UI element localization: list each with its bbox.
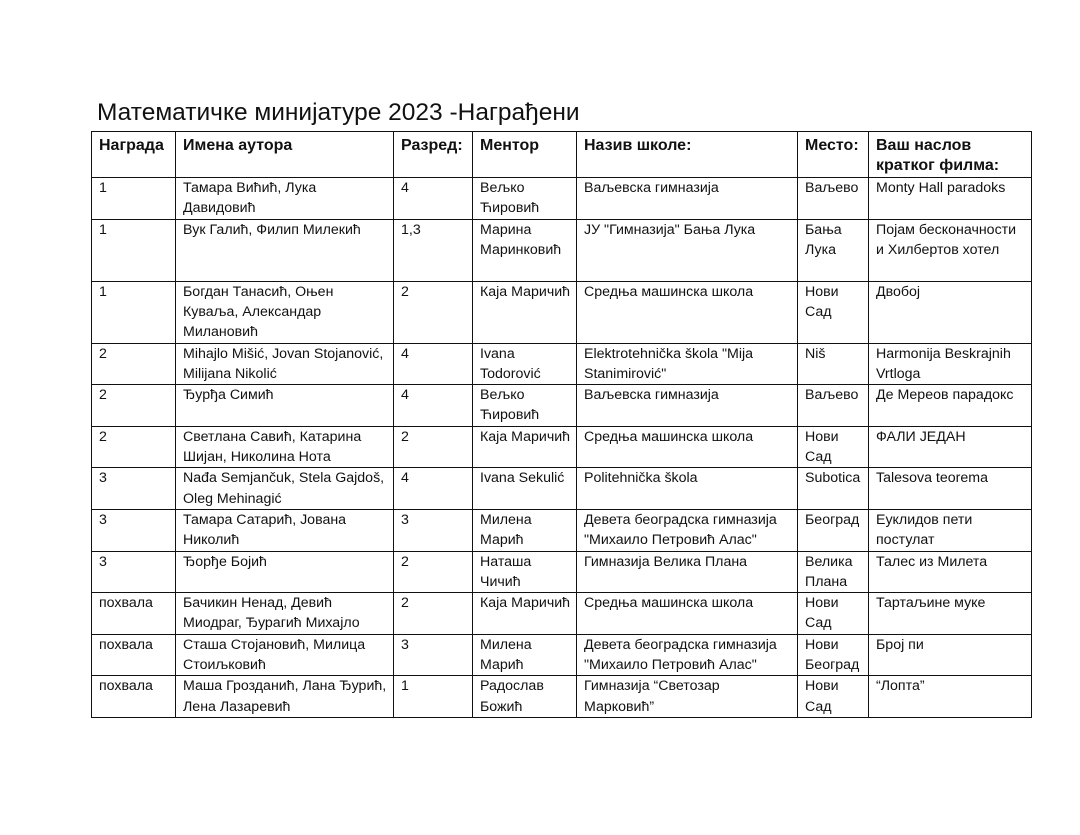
- cell-film: Број пи: [869, 634, 1032, 676]
- cell-place: Нови Сад: [798, 593, 869, 635]
- cell-authors: Бачикин Ненад, Девић Миодраг, Ђурагић Михајло: [176, 593, 394, 635]
- cell-place: Београд: [798, 509, 869, 551]
- document-title: Математичке минијатуре 2023 -Награђени: [97, 99, 580, 126]
- cell-film: Talesova teorema: [869, 468, 1032, 510]
- table-row: [92, 634, 1032, 676]
- cell-award: 2: [92, 343, 176, 385]
- cell-authors: Вук Галић, Филип Милекић: [176, 219, 394, 281]
- header-film: Ваш наслов кратког филма:: [869, 132, 1032, 178]
- cell-award: 3: [92, 551, 176, 593]
- cell-school: Politehnička škola: [577, 468, 798, 510]
- table-row: [92, 219, 1032, 281]
- cell-grade: 2: [394, 426, 473, 468]
- table-row: [92, 676, 1032, 718]
- cell-school: Средња машинска школа: [577, 593, 798, 635]
- cell-place: Ваљево: [798, 385, 869, 427]
- cell-mentor: Наташа Чичић: [473, 551, 577, 593]
- header-mentor: Ментор: [473, 132, 577, 178]
- cell-authors: Ђурђа Симић: [176, 385, 394, 427]
- cell-award: 1: [92, 178, 176, 220]
- cell-award: 1: [92, 219, 176, 281]
- cell-film: Појам бесконачности и Хилбертов хотел: [869, 219, 1032, 281]
- cell-school: Ваљевска гимназија: [577, 385, 798, 427]
- cell-film: Де Мереов парадокс: [869, 385, 1032, 427]
- cell-award: похвала: [92, 676, 176, 718]
- cell-place: Нови Сад: [798, 426, 869, 468]
- cell-award: 3: [92, 468, 176, 510]
- cell-film: Monty Hall paradoks: [869, 178, 1032, 220]
- cell-authors: Богдан Танасић, Оњен Куваља, Александар Милановић: [176, 281, 394, 343]
- cell-place: Subotica: [798, 468, 869, 510]
- cell-school: Ваљевска гимназија: [577, 178, 798, 220]
- cell-mentor: Каја Маричић: [473, 593, 577, 635]
- header-place: Место:: [798, 132, 869, 178]
- cell-authors: Сташа Стојановић, Милица Стоиљковић: [176, 634, 394, 676]
- cell-grade: 4: [394, 178, 473, 220]
- cell-school: ЈУ "Гимназија" Бања Лука: [577, 219, 798, 281]
- table-row: [92, 426, 1032, 468]
- cell-film: Двобој: [869, 281, 1032, 343]
- cell-place: Niš: [798, 343, 869, 385]
- cell-place: Нови Сад: [798, 281, 869, 343]
- header-school: Назив школе:: [577, 132, 798, 178]
- cell-grade: 4: [394, 385, 473, 427]
- cell-authors: Nađa Semjančuk, Stela Gajdoš, Oleg Mehinagić: [176, 468, 394, 510]
- cell-school: Гимназија Велика Плана: [577, 551, 798, 593]
- awards-table: [91, 131, 1032, 718]
- cell-mentor: Милена Марић: [473, 509, 577, 551]
- cell-school: Средња машинска школа: [577, 281, 798, 343]
- cell-award: похвала: [92, 593, 176, 635]
- cell-award: 3: [92, 509, 176, 551]
- cell-place: Бања Лука: [798, 219, 869, 281]
- cell-school: Elektrotehnička škola "Mija Stanimirović": [577, 343, 798, 385]
- cell-mentor: Вељко Ћировић: [473, 385, 577, 427]
- table-row: [92, 385, 1032, 427]
- cell-grade: 4: [394, 343, 473, 385]
- cell-school: Гимназија “Светозар Марковић”: [577, 676, 798, 718]
- header-award: Награда: [92, 132, 176, 178]
- cell-mentor: Вељко Ћировић: [473, 178, 577, 220]
- cell-mentor: Ivana Todorović: [473, 343, 577, 385]
- table-row: [92, 593, 1032, 635]
- cell-film: “Лопта”: [869, 676, 1032, 718]
- cell-authors: Ђорђе Бојић: [176, 551, 394, 593]
- cell-award: похвала: [92, 634, 176, 676]
- table-header-row: [92, 132, 1032, 178]
- cell-film: ФАЛИ ЈЕДАН: [869, 426, 1032, 468]
- cell-film: Талес из Милета: [869, 551, 1032, 593]
- table-row: [92, 343, 1032, 385]
- header-grade: Разред:: [394, 132, 473, 178]
- table-row: [92, 468, 1032, 510]
- cell-grade: 4: [394, 468, 473, 510]
- cell-grade: 1,3: [394, 219, 473, 281]
- cell-grade: 2: [394, 281, 473, 343]
- cell-mentor: Каја Маричић: [473, 426, 577, 468]
- cell-authors: Mihajlo Mišić, Jovan Stojanović, Milijana Nikolić: [176, 343, 394, 385]
- cell-grade: 3: [394, 509, 473, 551]
- cell-authors: Маша Грозданић, Лана Ђурић, Лена Лазаревић: [176, 676, 394, 718]
- cell-school: Девета београдска гимназија "Михаило Петровић Алас": [577, 509, 798, 551]
- cell-grade: 2: [394, 551, 473, 593]
- cell-grade: 1: [394, 676, 473, 718]
- header-authors: Имена аутора: [176, 132, 394, 178]
- cell-school: Средња машинска школа: [577, 426, 798, 468]
- cell-mentor: Каја Маричић: [473, 281, 577, 343]
- cell-film: Еуклидов пети постулат: [869, 509, 1032, 551]
- cell-mentor: Радослав Божић: [473, 676, 577, 718]
- cell-mentor: Ivana Sekulić: [473, 468, 577, 510]
- cell-award: 2: [92, 426, 176, 468]
- cell-mentor: Марина Маринковић: [473, 219, 577, 281]
- cell-authors: Тамара Сатарић, Јована Николић: [176, 509, 394, 551]
- table-row: [92, 281, 1032, 343]
- cell-school: Девета београдска гимназија "Михаило Петровић Алас": [577, 634, 798, 676]
- cell-grade: 3: [394, 634, 473, 676]
- cell-film: Тартаљине муке: [869, 593, 1032, 635]
- cell-grade: 2: [394, 593, 473, 635]
- cell-award: 2: [92, 385, 176, 427]
- cell-place: Велика Плана: [798, 551, 869, 593]
- cell-authors: Светлана Савић, Катарина Шијан, Николина Нота: [176, 426, 394, 468]
- table-row: [92, 509, 1032, 551]
- cell-authors: Тамара Вићић, Лука Давидовић: [176, 178, 394, 220]
- table-row: [92, 178, 1032, 220]
- cell-film: Harmonija Beskrajnih Vrtloga: [869, 343, 1032, 385]
- cell-place: Нови Београд: [798, 634, 869, 676]
- cell-place: Нови Сад: [798, 676, 869, 718]
- cell-mentor: Милена Марић: [473, 634, 577, 676]
- cell-award: 1: [92, 281, 176, 343]
- table-row: [92, 551, 1032, 593]
- cell-place: Ваљево: [798, 178, 869, 220]
